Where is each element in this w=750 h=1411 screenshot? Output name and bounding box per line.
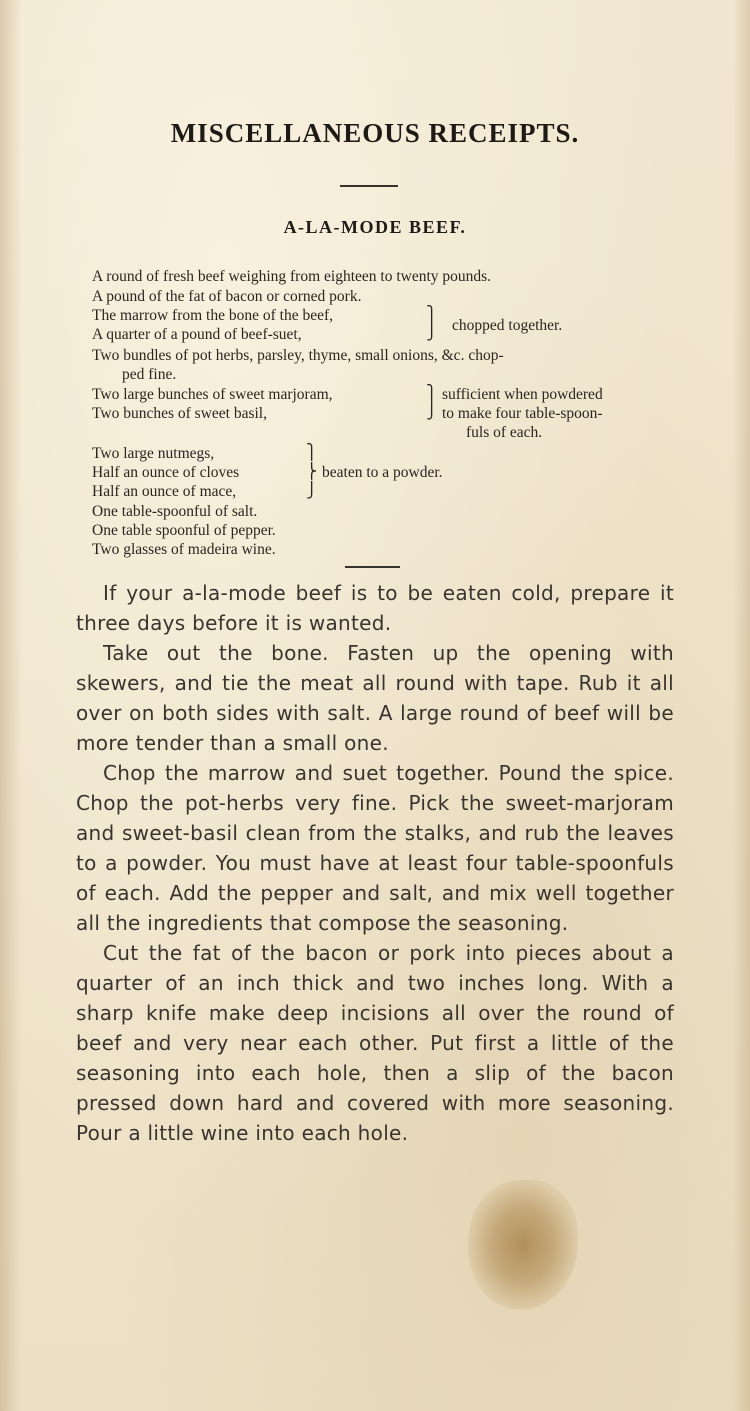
ingredient-group-note: beaten to a powder. bbox=[322, 464, 443, 481]
ingredient-group-note: chopped together. bbox=[452, 317, 563, 334]
brace-lower: ⎭ bbox=[426, 325, 438, 341]
paper-stain bbox=[468, 1180, 578, 1310]
ingredient-line: A pound of the fat of bacon or corned pork. bbox=[92, 288, 362, 305]
ingredient-line: Two large bunches of sweet marjoram, bbox=[92, 386, 333, 403]
ingredient-group-note: to make four table-spoon- bbox=[442, 405, 603, 422]
instruction-paragraph: Cut the fat of the bacon or pork into pieces about a quarter of an inch thick and two inches long. With a sharp knife make deep incisions all over the round of beef and very near each other. Put first a little of the seasoning into each hole, then a slip of the bacon pressed down hard and covered with more seasoning. Pour a little wine into each hole. bbox=[76, 941, 674, 1145]
title-divider bbox=[340, 185, 398, 187]
ingredient-group-note: fuls of each. bbox=[466, 424, 543, 441]
ingredient-line: One table spoonful of pepper. bbox=[92, 522, 276, 539]
recipe-instructions bbox=[76, 578, 674, 1148]
brace-middle: ⎬ bbox=[306, 464, 318, 480]
recipe-title: A-LA-MODE BEEF. bbox=[283, 217, 467, 237]
brace-upper: ⎫ bbox=[306, 445, 318, 461]
ingredient-line: Two bunches of sweet basil, bbox=[92, 405, 267, 422]
page-edge-shadow-right bbox=[732, 0, 750, 1411]
ingredient-line: A round of fresh beef weighing from eighteen to twenty pounds. bbox=[92, 268, 492, 285]
ingredient-line: A quarter of a pound of beef-suet, bbox=[92, 326, 302, 343]
instruction-paragraph: Take out the bone. Fasten up the opening with skewers, and tie the meat all round with tape. Rub it all over on both sides with salt. A large round of beef will be more tender than a small one. bbox=[76, 641, 674, 755]
instruction-paragraph: Chop the marrow and suet together. Pound the spice. Chop the pot-herbs very fine. Pick the sweet-marjoram and sweet-basil clean from the stalks, and rub the leaves to a powder. You must have at least four table-spoonfuls of each. Add the pepper and salt, and mix well together all the ingredients that compose the seasoning. bbox=[76, 761, 674, 935]
ingredient-line: Half an ounce of mace, bbox=[92, 483, 237, 500]
brace-lower: ⎭ bbox=[306, 483, 318, 499]
ingredient-line: Half an ounce of cloves bbox=[92, 464, 240, 481]
ingredient-line: One table-spoonful of salt. bbox=[92, 503, 258, 520]
ingredient-line: Two bundles of pot herbs, parsley, thyme, small onions, &c. chop- bbox=[92, 347, 504, 364]
brace-upper: ⎫ bbox=[426, 386, 438, 402]
page-title: MISCELLANEOUS RECEIPTS. bbox=[170, 118, 580, 148]
ingredients-divider bbox=[345, 566, 400, 568]
instruction-paragraph: If your a-la-mode beef is to be eaten cold, prepare it three days before it is wanted. bbox=[76, 581, 674, 635]
brace-upper: ⎫ bbox=[426, 307, 438, 323]
ingredient-line: Two large nutmegs, bbox=[92, 445, 215, 462]
ingredient-line-continued: ped fine. bbox=[122, 366, 177, 383]
ingredient-line: The marrow from the bone of the beef, bbox=[92, 307, 334, 324]
ingredient-line: Two glasses of madeira wine. bbox=[92, 541, 276, 558]
ingredient-group-note: sufficient when powdered bbox=[442, 386, 603, 403]
brace-lower: ⎭ bbox=[426, 404, 438, 420]
page-edge-shadow-left bbox=[0, 0, 22, 1411]
